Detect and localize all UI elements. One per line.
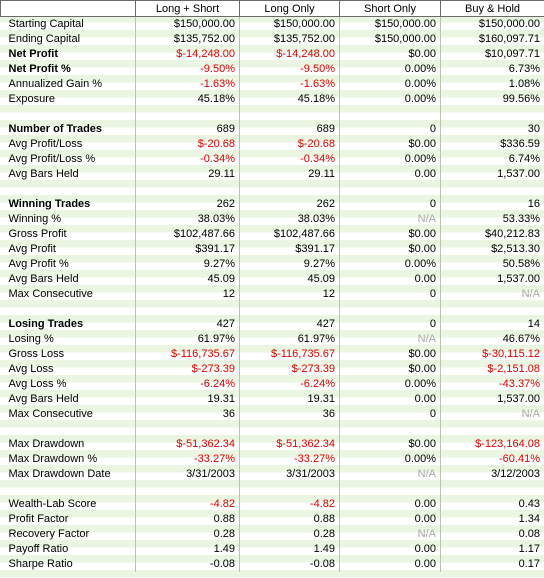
cell-long-only: -9.50% [240,62,340,77]
cell-short-only: 0.00 [340,272,441,287]
cell-buy-hold: 50.58% [441,257,544,272]
cell-long-short [136,182,240,197]
cell-short-only: 0 [340,317,441,332]
cell-short-only: N/A [340,332,441,347]
row-label: Avg Bars Held [1,392,136,407]
cell-buy-hold: $-30,115.12 [441,347,544,362]
cell-long-only: $391.17 [240,242,340,257]
cell-buy-hold [441,182,544,197]
cell-buy-hold [441,302,544,317]
cell-short-only: 0.00 [340,167,441,182]
cell-short-only: 0.00 [340,392,441,407]
cell-long-only [240,422,340,437]
row-label: Exposure [1,92,136,107]
cell-long-short: 19.31 [136,392,240,407]
table-row [1,272,544,287]
row-label: Gross Profit [1,227,136,242]
table-row [1,137,544,152]
row-label: Ending Capital [1,32,136,47]
table-row [1,377,544,392]
cell-long-only: 262 [240,197,340,212]
cell-short-only [340,107,441,122]
cell-buy-hold: 1,537.00 [441,167,544,182]
table-row [1,287,544,302]
table-row [1,257,544,272]
table-row [1,167,544,182]
cell-buy-hold [441,482,544,497]
cell-short-only: $150,000.00 [340,17,441,33]
cell-buy-hold: $336.59 [441,137,544,152]
cell-buy-hold: -43.37% [441,377,544,392]
cell-short-only: 0.00 [340,512,441,527]
table-row [1,467,544,482]
cell-long-short: $135,752.00 [136,32,240,47]
cell-short-only: 0 [340,197,441,212]
cell-long-only [240,302,340,317]
cell-long-only: 0.88 [240,512,340,527]
table-row [1,347,544,362]
row-label: Avg Profit/Loss [1,137,136,152]
cell-buy-hold: $2,513.30 [441,242,544,257]
cell-short-only: N/A [340,467,441,482]
cell-short-only: 0.00 [340,542,441,557]
cell-buy-hold: $40,212.83 [441,227,544,242]
cell-buy-hold: 14 [441,317,544,332]
cell-long-only [240,107,340,122]
table-row [1,17,544,33]
table-row [1,317,544,332]
cell-buy-hold: 16 [441,197,544,212]
cell-short-only: 0 [340,287,441,302]
cell-long-short: 0.28 [136,527,240,542]
cell-long-only [240,182,340,197]
row-label [1,182,136,197]
table-row [1,77,544,92]
table-row [1,92,544,107]
cell-long-short: $-20.68 [136,137,240,152]
cell-short-only: 0 [340,122,441,137]
row-label: Number of Trades [1,122,136,137]
cell-short-only: $0.00 [340,437,441,452]
cell-long-short: $-51,362.34 [136,437,240,452]
cell-long-short [136,107,240,122]
table-row [1,152,544,167]
column-header-buy-hold[interactable]: Buy & Hold [441,1,544,17]
cell-short-only: 0.00% [340,92,441,107]
cell-buy-hold: 99.56% [441,92,544,107]
cell-long-short: -0.34% [136,152,240,167]
cell-short-only: 0.00% [340,452,441,467]
spacer-row [1,107,544,122]
row-label: Max Consecutive [1,407,136,422]
row-label [1,482,136,497]
row-label [1,302,136,317]
cell-long-only: -33.27% [240,452,340,467]
table-row [1,497,544,512]
cell-long-short: 0.88 [136,512,240,527]
cell-long-only: $-116,735.67 [240,347,340,362]
cell-buy-hold: 53.33% [441,212,544,227]
cell-buy-hold: N/A [441,287,544,302]
row-label: Net Profit [1,47,136,62]
cell-long-only: 38.03% [240,212,340,227]
cell-long-only: 0.28 [240,527,340,542]
cell-long-short: 689 [136,122,240,137]
cell-long-short [136,482,240,497]
row-label: Avg Profit/Loss % [1,152,136,167]
cell-long-short: -6.24% [136,377,240,392]
table-row [1,197,544,212]
row-label: Losing Trades [1,317,136,332]
cell-buy-hold: 1,537.00 [441,392,544,407]
table-body [1,17,544,573]
cell-short-only: $0.00 [340,347,441,362]
cell-long-short: -1.63% [136,77,240,92]
table-row [1,452,544,467]
cell-short-only: 0 [340,407,441,422]
cell-long-short: -9.50% [136,62,240,77]
row-label: Payoff Ratio [1,542,136,557]
cell-short-only: $0.00 [340,47,441,62]
table-row [1,227,544,242]
table-row [1,47,544,62]
cell-long-only: -6.24% [240,377,340,392]
spacer-row [1,182,544,197]
cell-buy-hold: 6.73% [441,62,544,77]
cell-buy-hold: N/A [441,407,544,422]
cell-long-short: 36 [136,407,240,422]
cell-long-short: $150,000.00 [136,17,240,33]
cell-buy-hold: $-123,164.08 [441,437,544,452]
cell-long-short [136,422,240,437]
cell-long-only: 45.18% [240,92,340,107]
cell-long-only: 427 [240,317,340,332]
row-label: Starting Capital [1,17,136,33]
cell-long-short: 61.97% [136,332,240,347]
cell-buy-hold [441,107,544,122]
cell-short-only: N/A [340,527,441,542]
row-label: Losing % [1,332,136,347]
cell-short-only: 0.00% [340,62,441,77]
cell-long-only: -0.34% [240,152,340,167]
cell-long-only: $150,000.00 [240,17,340,33]
cell-long-only: 1.49 [240,542,340,557]
cell-short-only: 0.00% [340,377,441,392]
cell-short-only [340,422,441,437]
cell-buy-hold: 0.08 [441,527,544,542]
cell-buy-hold: 1.34 [441,512,544,527]
cell-buy-hold: 46.67% [441,332,544,347]
cell-buy-hold: 0.43 [441,497,544,512]
spacer-row [1,422,544,437]
row-label: Profit Factor [1,512,136,527]
spacer-row [1,482,544,497]
table-row [1,362,544,377]
cell-long-short: 9.27% [136,257,240,272]
cell-buy-hold: 3/12/2003 [441,467,544,482]
cell-long-short: $-116,735.67 [136,347,240,362]
cell-long-short: -4.82 [136,497,240,512]
table-row [1,542,544,557]
cell-long-only: 12 [240,287,340,302]
cell-long-only: 689 [240,122,340,137]
cell-long-short: -0.08 [136,557,240,572]
cell-long-short: $391.17 [136,242,240,257]
row-label: Winning Trades [1,197,136,212]
cell-long-short: $-14,248.00 [136,47,240,62]
row-label: Avg Profit [1,242,136,257]
cell-short-only: 0.00% [340,257,441,272]
cell-long-only: $135,752.00 [240,32,340,47]
row-label: Max Consecutive [1,287,136,302]
cell-long-short: 29.11 [136,167,240,182]
cell-buy-hold: $10,097.71 [441,47,544,62]
row-label: Max Drawdown % [1,452,136,467]
table-row [1,32,544,47]
cell-long-only: $-51,362.34 [240,437,340,452]
cell-long-short: 427 [136,317,240,332]
cell-long-only: $102,487.66 [240,227,340,242]
cell-long-short: 1.49 [136,542,240,557]
row-label: Avg Profit % [1,257,136,272]
row-label: Avg Loss [1,362,136,377]
cell-short-only [340,182,441,197]
cell-buy-hold: -60.41% [441,452,544,467]
row-label: Annualized Gain % [1,77,136,92]
cell-buy-hold: $150,000.00 [441,17,544,33]
cell-long-short: $-273.39 [136,362,240,377]
table-row [1,122,544,137]
row-label [1,107,136,122]
cell-long-only: 36 [240,407,340,422]
cell-short-only: $150,000.00 [340,32,441,47]
table-row [1,242,544,257]
row-label: Max Drawdown Date [1,467,136,482]
column-header-long-short[interactable]: Long + Short [136,1,240,17]
cell-long-short: 3/31/2003 [136,467,240,482]
cell-buy-hold: $160,097.71 [441,32,544,47]
cell-buy-hold: 0.17 [441,557,544,572]
cell-long-short: -33.27% [136,452,240,467]
cell-long-only: -4.82 [240,497,340,512]
cell-short-only: 0.00% [340,152,441,167]
cell-long-short: 262 [136,197,240,212]
row-label: Winning % [1,212,136,227]
row-label: Recovery Factor [1,527,136,542]
cell-buy-hold: 1,537.00 [441,272,544,287]
cell-short-only: 0.00% [340,77,441,92]
cell-buy-hold [441,422,544,437]
cell-short-only: $0.00 [340,227,441,242]
cell-long-short [136,302,240,317]
row-label: Avg Bars Held [1,167,136,182]
table-row [1,512,544,527]
row-label: Avg Bars Held [1,272,136,287]
cell-long-only: 61.97% [240,332,340,347]
table-row [1,392,544,407]
cell-buy-hold: 6.74% [441,152,544,167]
spacer-row [1,302,544,317]
cell-short-only: N/A [340,212,441,227]
cell-short-only: 0.00 [340,497,441,512]
cell-long-short: $102,487.66 [136,227,240,242]
row-label: Wealth-Lab Score [1,497,136,512]
cell-long-only: 9.27% [240,257,340,272]
cell-buy-hold: $-2,151.08 [441,362,544,377]
table-row [1,62,544,77]
table-row [1,527,544,542]
column-header-long-only[interactable]: Long Only [240,1,340,17]
cell-long-short: 45.09 [136,272,240,287]
cell-long-only: $-20.68 [240,137,340,152]
table-row [1,332,544,347]
cell-long-short: 12 [136,287,240,302]
cell-short-only: $0.00 [340,362,441,377]
row-label [1,422,136,437]
row-label: Gross Loss [1,347,136,362]
cell-short-only: $0.00 [340,242,441,257]
table-row [1,407,544,422]
cell-long-only: -1.63% [240,77,340,92]
row-label: Net Profit % [1,62,136,77]
column-header-short-only[interactable]: Short Only [340,1,441,17]
cell-long-only: 45.09 [240,272,340,287]
row-label: Max Drawdown [1,437,136,452]
table-row [1,212,544,227]
cell-long-short: 45.18% [136,92,240,107]
cell-long-only: 19.31 [240,392,340,407]
cell-buy-hold: 1.08% [441,77,544,92]
cell-long-only: 29.11 [240,167,340,182]
cell-long-only: $-273.39 [240,362,340,377]
cell-short-only [340,302,441,317]
table-row [1,557,544,572]
row-label: Sharpe Ratio [1,557,136,572]
header-row [1,1,544,17]
cell-short-only: $0.00 [340,137,441,152]
cell-short-only: 0.00 [340,557,441,572]
cell-long-only [240,482,340,497]
row-label: Avg Loss % [1,377,136,392]
table-row [1,437,544,452]
cell-long-only: $-14,248.00 [240,47,340,62]
header-corner[interactable] [1,1,136,17]
cell-long-only: -0.08 [240,557,340,572]
cell-long-only: 3/31/2003 [240,467,340,482]
cell-short-only [340,482,441,497]
cell-buy-hold: 30 [441,122,544,137]
cell-long-short: 38.03% [136,212,240,227]
cell-buy-hold: 1.17 [441,542,544,557]
